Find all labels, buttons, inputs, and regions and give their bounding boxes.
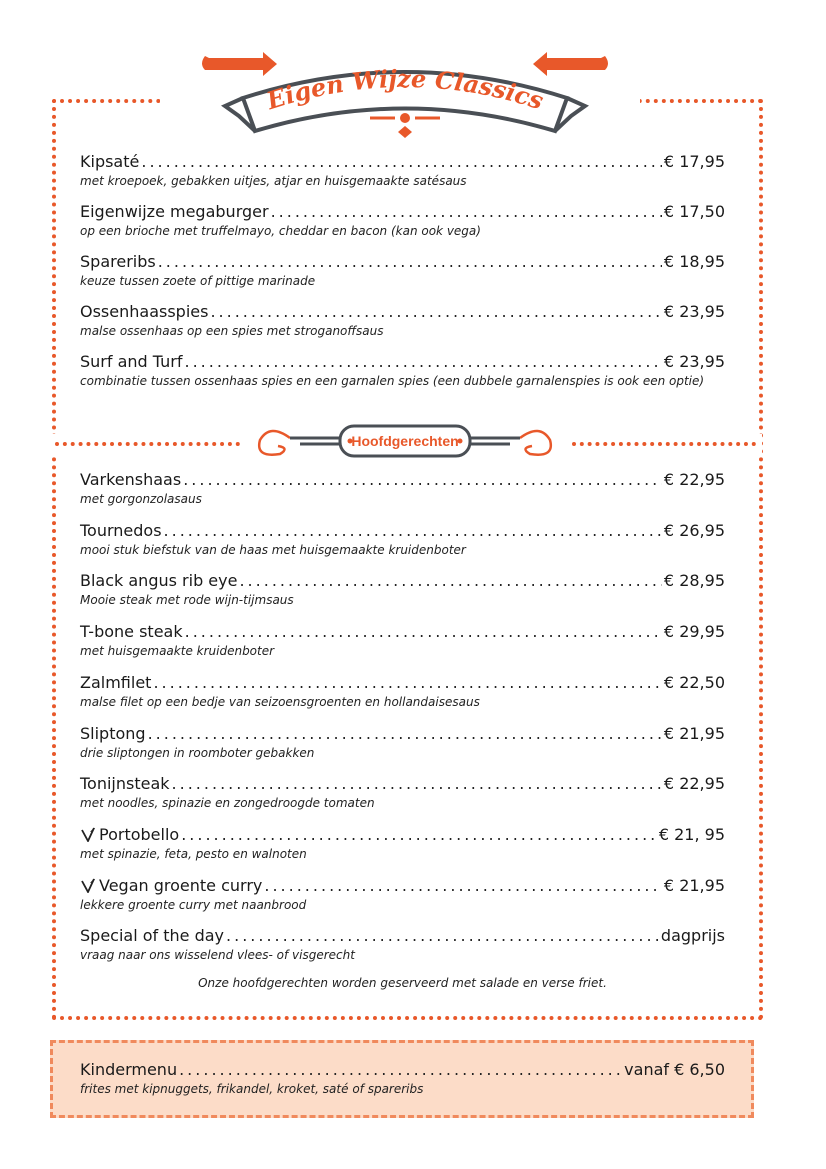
item-name: Kindermenu xyxy=(80,1060,178,1079)
item-desc: malse filet op een bedje van seizoensgroenten en hollandaisesaus xyxy=(80,694,480,709)
item-name: Black angus rib eye xyxy=(80,571,238,591)
vegetarian-icon xyxy=(80,877,96,893)
item-price: € 22,95 xyxy=(663,470,725,489)
item-name: Kipsaté xyxy=(80,152,140,171)
item-desc: keuze tussen zoete of pittige marinade xyxy=(80,274,316,288)
item-desc: drie sliptongen in roomboter gebakken xyxy=(80,745,315,760)
item-desc: met kroepoek, gebakken uitjes, atjar en huisgemaakte satésaus xyxy=(80,174,467,188)
item-desc: malse ossenhaas op een spies met stroganoffsaus xyxy=(80,324,384,338)
banner-title: Eigen Wijze Classics xyxy=(263,63,548,116)
item-price: € 17,95 xyxy=(663,152,725,171)
item-price: € 17,50 xyxy=(663,202,725,221)
divider-dots-left xyxy=(55,442,240,452)
item-name: Zalmfilet xyxy=(80,672,152,692)
item-price: € 18,95 xyxy=(663,252,725,271)
item-price: € 26,95 xyxy=(663,520,725,540)
item-desc: Mooie steak met rode wijn-tijmsaus xyxy=(80,593,294,608)
item-desc: met noodles, spinazie en zongedroogde tomaten xyxy=(80,796,375,811)
item-price: € 21,95 xyxy=(663,723,725,743)
item-desc: lekkere groente curry met naanbrood xyxy=(80,897,307,912)
item-desc: met spinazie, feta, pesto en walnoten xyxy=(80,846,307,861)
item-name: Tournedos xyxy=(80,520,162,540)
item-desc: vraag naar ons wisselend vlees- of visgerecht xyxy=(80,948,355,963)
item-name: Portobello xyxy=(80,825,179,845)
item-price: € 21, 95 xyxy=(658,824,725,844)
item-desc: op een brioche met truffelmayo, cheddar en bacon (kan ook vega) xyxy=(80,224,481,238)
menu-item xyxy=(80,352,725,389)
menu-item xyxy=(80,470,725,507)
divider-dots-right xyxy=(572,442,756,452)
item-price: vanaf € 6,50 xyxy=(624,1060,725,1079)
item-name: T-bone steak xyxy=(80,622,183,642)
hoofdgerechten-divider xyxy=(250,418,560,468)
item-price: € 23,95 xyxy=(663,302,725,321)
menu-item xyxy=(80,825,725,862)
menu-item xyxy=(80,876,725,913)
menu-item xyxy=(80,926,725,963)
item-price: € 23,95 xyxy=(663,352,725,371)
item-desc: met huisgemaakte kruidenboter xyxy=(80,644,275,659)
item-name: Special of the day xyxy=(80,926,225,946)
menu-item xyxy=(80,673,725,710)
item-name: Spareribs xyxy=(80,252,156,271)
menu-item xyxy=(80,302,725,339)
menu-item xyxy=(80,571,725,608)
item-name: Varkenshaas xyxy=(80,470,182,489)
item-name: Sliptong xyxy=(80,723,146,743)
item-price: dagprijs xyxy=(660,926,725,946)
item-name: Eigenwijze megaburger xyxy=(80,202,269,221)
menu-item xyxy=(80,724,725,761)
left-arrow-icon xyxy=(202,52,277,76)
menu-item xyxy=(80,252,725,289)
item-price: € 29,95 xyxy=(663,622,725,642)
item-desc: frites met kipnuggets, frikandel, kroket, saté of spareribs xyxy=(80,1082,424,1096)
menu-item xyxy=(80,622,725,659)
item-name: Ossenhaasspies xyxy=(80,302,209,321)
item-price: € 21,95 xyxy=(663,875,725,895)
item-desc: met gorgonzolasaus xyxy=(80,492,202,506)
kids-item xyxy=(80,1060,725,1097)
item-name: Tonijnsteak xyxy=(80,774,170,794)
item-desc: mooi stuk biefstuk van de haas met huisgemaakte kruidenboter xyxy=(80,542,466,557)
section-title: Hoofdgerechten xyxy=(351,433,459,449)
item-name: Vegan groente curry xyxy=(80,876,262,896)
menu-item xyxy=(80,202,725,239)
classics-banner xyxy=(195,36,615,146)
menu-item xyxy=(80,521,725,558)
item-name: Surf and Turf xyxy=(80,352,183,371)
right-arrow-icon xyxy=(533,52,608,76)
vegetarian-icon xyxy=(80,826,96,842)
item-desc: combinatie tussen ossenhaas spies en een garnalen spies (een dubbele garnalenspies is ook een optie) xyxy=(80,374,705,388)
item-price: € 28,95 xyxy=(663,571,725,591)
item-price: € 22,95 xyxy=(663,774,725,794)
menu-item xyxy=(80,152,725,189)
menu-item xyxy=(80,774,725,811)
item-price: € 22,50 xyxy=(663,672,725,692)
menu-note: Onze hoofdgerechten worden geserveerd met salade en verse friet. xyxy=(198,976,607,990)
